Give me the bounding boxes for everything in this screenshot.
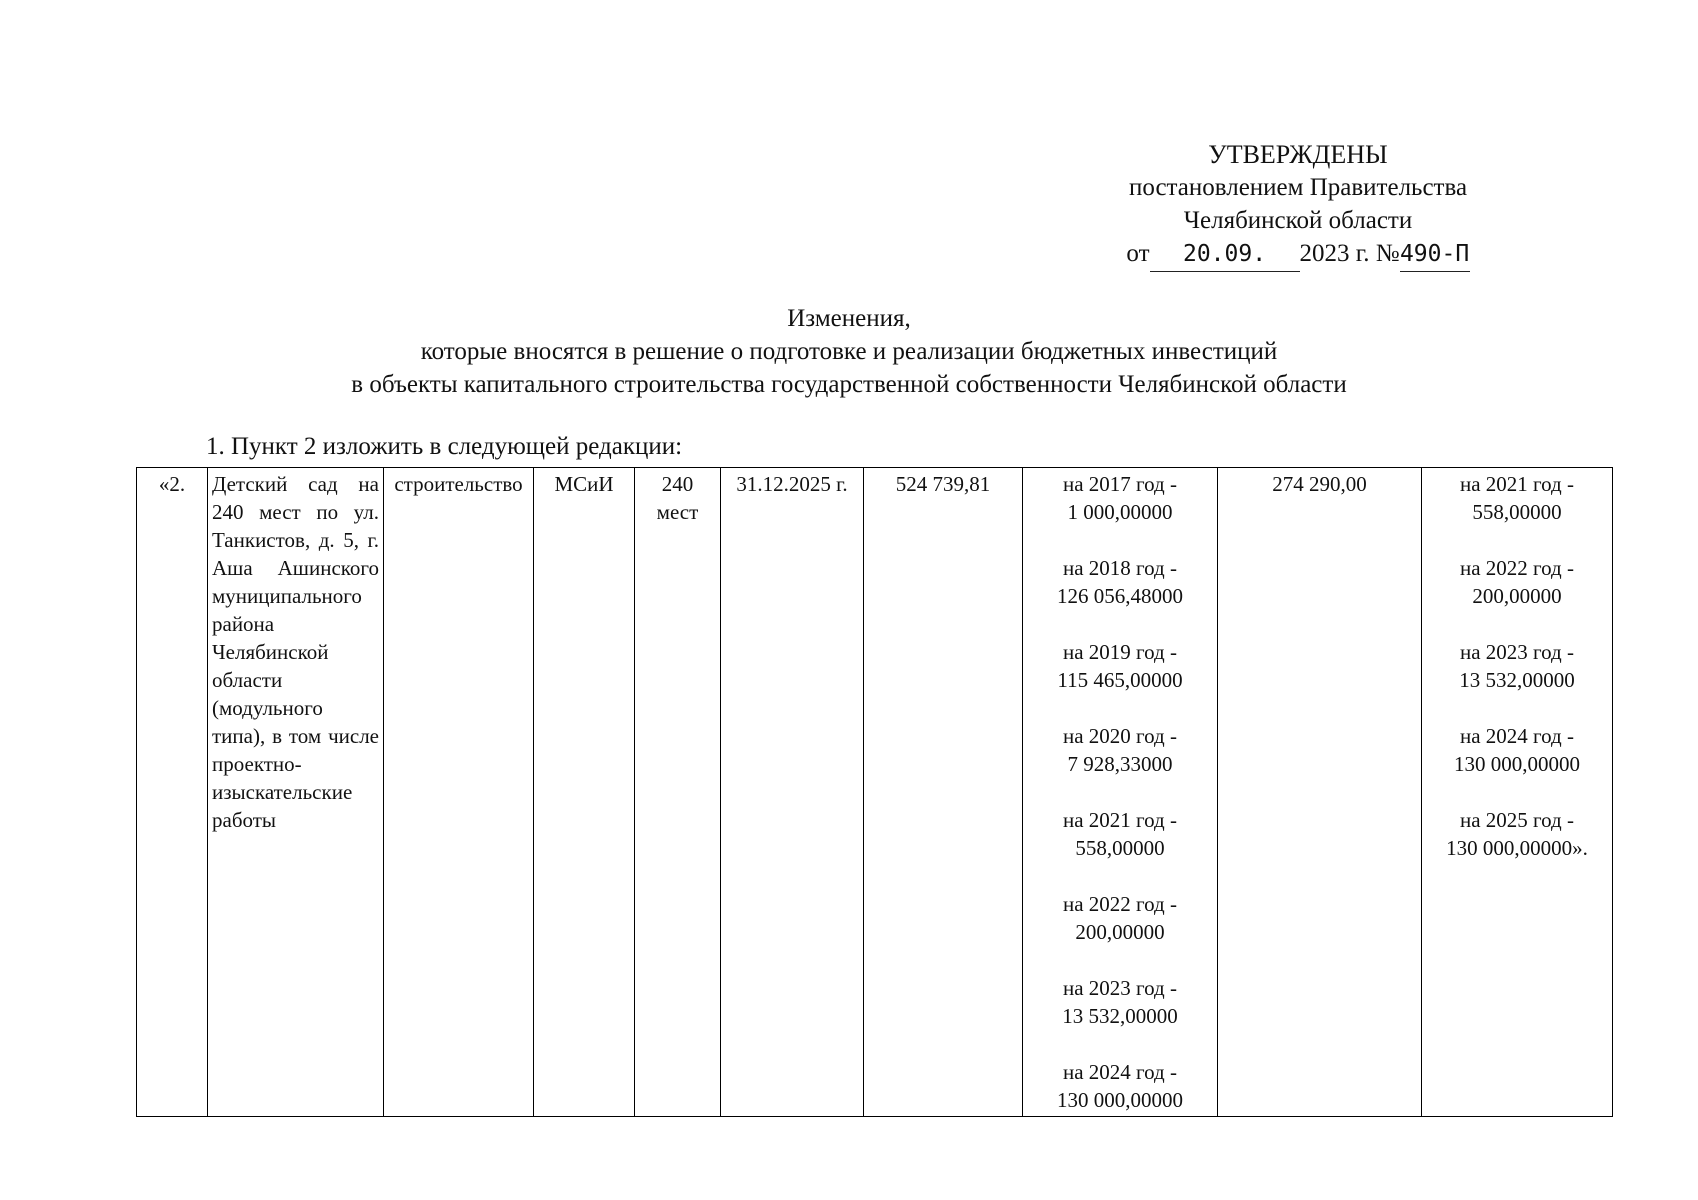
cell-schedule-total [1023,468,1218,1117]
schedule-amount: 13 532,00000 [1459,668,1575,692]
schedule-amount: 7 928,33000 [1067,752,1173,776]
schedule-entry [1426,806,1608,862]
schedule-amount: 130 000,00000 [1454,752,1580,776]
cell-capacity [635,468,721,1117]
capacity-unit: мест [656,500,699,524]
heading-line-2: которые вносятся в решение о подготовке и реализации бюджетных инвестиций [420,338,1278,365]
schedule-year: на 2021 год - [1460,472,1574,496]
approval-line-2: Челябинской области [1183,207,1413,234]
approval-from-label: от [1126,240,1150,267]
capacity-value: 240 [661,472,694,496]
schedule-amount: 200,00000 [1472,584,1562,608]
schedule-year: на 2021 год - [1063,808,1177,832]
schedule-amount: 1 000,00000 [1067,500,1173,524]
approval-line-1: постановлением Правительства [1128,174,1468,201]
approval-stamp [1088,138,1508,272]
schedule-year: на 2023 год - [1460,640,1574,664]
schedule-amount: 558,00000 [1075,836,1165,860]
cell-investment-type: строительство [384,468,534,1117]
schedule-amount: 126 056,48000 [1057,584,1183,608]
schedule-year: на 2022 год - [1063,892,1177,916]
approval-date-line [1088,237,1508,272]
cell-deadline: 31.12.2025 г. [721,468,864,1117]
schedule-entry [1027,890,1213,946]
schedule-year: на 2018 год - [1063,556,1177,580]
schedule-year: на 2020 год - [1063,724,1177,748]
investment-table [136,467,1613,1117]
cell-schedule-limits [1422,468,1613,1117]
schedule-year: на 2024 год - [1460,724,1574,748]
schedule-entry [1426,470,1608,526]
schedule-entry [1426,722,1608,778]
schedule-amount: 558,00000 [1472,500,1562,524]
schedule-year: на 2019 год - [1063,640,1177,664]
cell-executor: МСиИ [534,468,635,1117]
schedule-amount: 13 532,00000 [1062,1004,1178,1028]
schedule-entry [1027,554,1213,610]
schedule-entry [1027,470,1213,526]
schedule-entry [1027,1058,1213,1114]
intro-paragraph: 1. Пункт 2 изложить в следующей редакции: [206,433,683,460]
schedule-amount: 200,00000 [1075,920,1165,944]
cell-estimated-cost: 524 739,81 [864,468,1023,1117]
schedule-entry [1027,638,1213,694]
schedule-entry [1027,722,1213,778]
approval-number: 490-П [1400,238,1470,272]
schedule-entry [1027,806,1213,862]
schedule-entry [1426,554,1608,610]
cell-number: «2. [137,468,208,1117]
approval-year-text: 2023 г. № [1299,240,1400,267]
schedule-year: на 2024 год - [1063,1060,1177,1084]
heading-line-1: Изменения, [787,305,911,332]
approval-date: 20.09. [1150,238,1300,272]
approval-title: УТВЕРЖДЕНЫ [1208,140,1388,169]
schedule-year: на 2022 год - [1460,556,1574,580]
cell-object-name: Детский сад на 240 мест по ул. Танкистов, д. 5, г. Аша Ашинского муниципального района Челябинской области (модульного типа), в том числе проектно-изыскательские работы [208,468,384,1117]
schedule-amount: 130 000,00000 [1057,1088,1183,1112]
cell-limit-amount: 274 290,00 [1218,468,1422,1117]
schedule-entry [1426,638,1608,694]
schedule-amount: 115 465,00000 [1057,668,1183,692]
schedule-year: на 2023 год - [1063,976,1177,1000]
schedule-year: на 2025 год - [1460,808,1574,832]
document-heading [0,302,1698,401]
heading-line-3: в объекты капитального строительства государственной собственности Челябинской области [351,371,1347,398]
schedule-year: на 2017 год - [1063,472,1177,496]
schedule-entry [1027,974,1213,1030]
table-row [137,468,1613,1117]
schedule-amount: 130 000,00000». [1446,836,1588,860]
